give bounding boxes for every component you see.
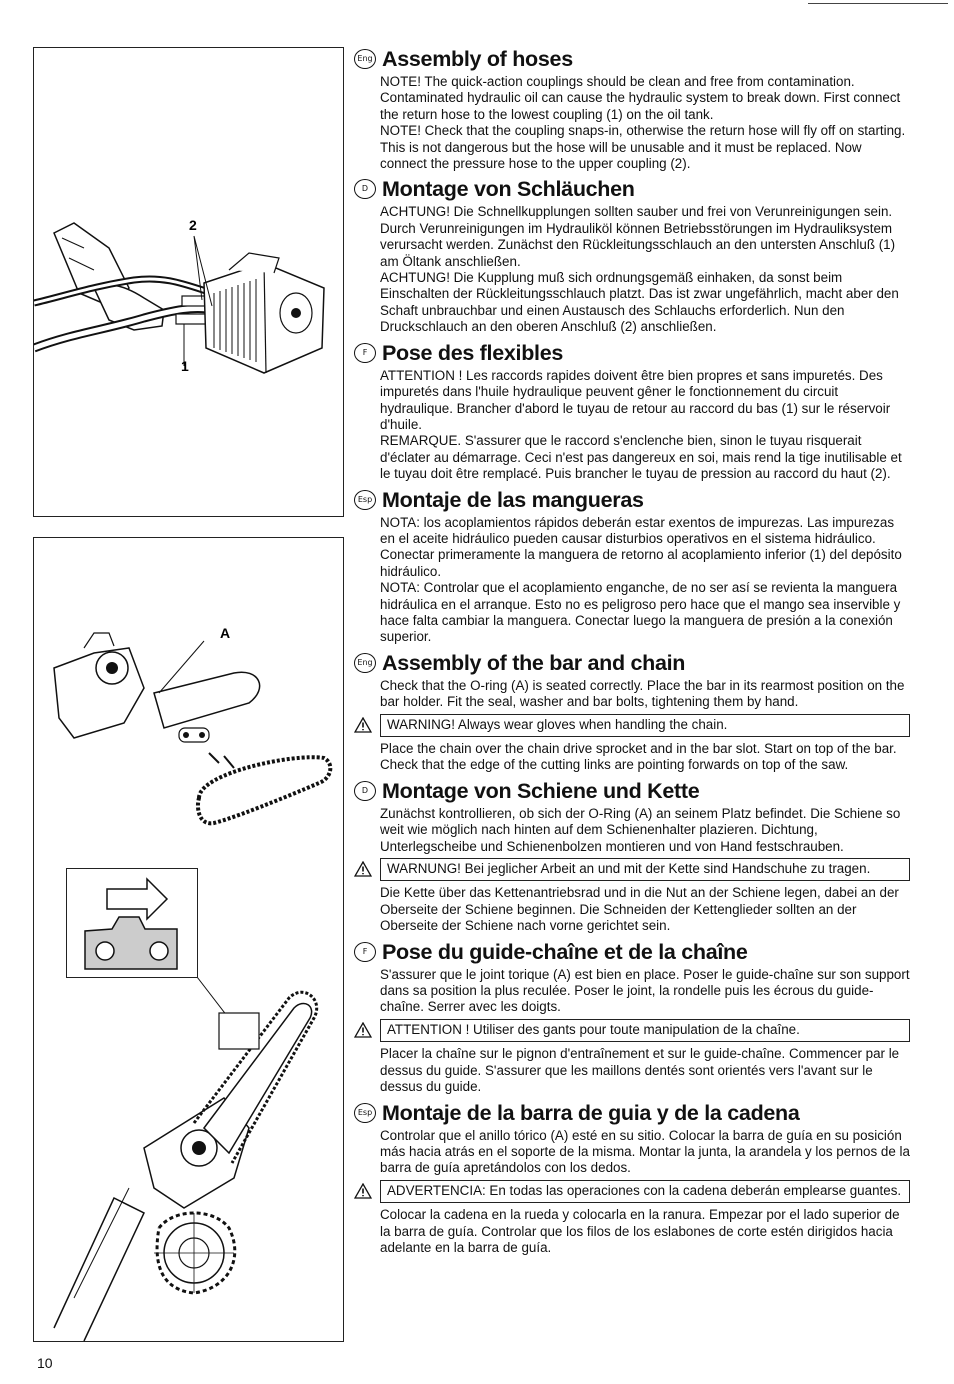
paragraph: NOTE! Check that the coupling snaps-in, otherwise the return hose will fly off on starting. This is not dangerous but the hose will be unusable and it must be replaced. Now connect the pressure hose to the upper coupling (2). <box>380 123 906 172</box>
warning-text: ADVERTENCIA: En todas las operaciones con la cadena deberán emplearse guantes. <box>380 1180 910 1203</box>
warning-notice <box>354 1180 910 1203</box>
instruction-section <box>354 1100 910 1261</box>
paragraph: Die Kette über das Kettenantriebsrad und in die Nut an der Schiene legen, dabei an der Oberseite der Schiene beginnen. Die Schneiden der Kettenglieder sollten an der Oberseite der Schiene nach vorne gerichtet sein. <box>380 885 899 934</box>
instruction-section <box>354 487 910 650</box>
section-body-continued <box>380 1046 910 1095</box>
language-icon: Eng <box>354 653 376 673</box>
hose-assembly-figure <box>33 47 344 517</box>
instruction-section <box>354 176 910 339</box>
section-body-continued <box>380 1207 910 1256</box>
section-heading <box>354 46 910 72</box>
instruction-section <box>354 650 910 778</box>
paragraph: Check that the O-ring (A) is seated correctly. Place the bar in its rearmost position on the bar holder. Fit the seal, washer and bar bolts, tightening them by hand. <box>380 677 905 710</box>
paragraph: Zunächst kontrollieren, ob sich der O-Ring (A) an seinem Platz befindet. Die Schiene so weit wie möglich nach hinten auf dem Schienenhalter plazieren. Dichtung, Unterlegscheibe und Schienenbolzen montieren und von Hand festschrauben. <box>380 805 901 854</box>
section-title: Montage von Schiene und Kette <box>382 778 700 803</box>
section-body <box>380 678 910 711</box>
section-title: Montaje de las mangueras <box>382 487 644 512</box>
section-body <box>380 1128 910 1177</box>
warning-notice <box>354 858 910 881</box>
paragraph: ATTENTION ! Les raccords rapides doivent être bien propres et sans impuretés. Des impuretés dans l'huile hydraulique peuvent gêner le fonctionnement du circuit hydraulique. Brancher d'abord le tuyau de retour au raccord du bas (1) sur le réservoir d'huile. <box>380 367 891 432</box>
paragraph: ACHTUNG! Die Kupplung muß sich ordnungsgemäß einhaken, da sonst beim Einschalten der Rückleitungsschlauch platzt. Das ist zwar ungefährlich, macht aber den Schaft unbrauchbar und einen Austausch des Schlauchs erforderlich. Nun den Druckschlauch an den oberen Anschluß (2) anschließen. <box>380 270 899 335</box>
section-heading <box>354 939 910 965</box>
section-title: Assembly of the bar and chain <box>382 650 686 675</box>
warning-triangle-icon <box>354 1022 372 1038</box>
section-body <box>380 204 910 335</box>
section-title: Pose des flexibles <box>382 340 564 365</box>
instruction-section <box>354 340 910 487</box>
section-body-continued <box>380 885 910 934</box>
cutting-link-drawing <box>67 869 195 975</box>
language-icon: D <box>354 179 376 199</box>
instruction-section <box>354 778 910 939</box>
warning-notice <box>354 1019 910 1042</box>
language-icon: F <box>354 343 376 363</box>
paragraph: Placer la chaîne sur le pignon d'entraînement et sur le guide-chaîne. Commencer par le dessus du guide. S'assurer que les maillons dentés sont orientés vers l'avant sur le dessus du guide. <box>380 1046 900 1095</box>
label-1: 1 <box>181 358 189 374</box>
language-icon: Eng <box>354 49 376 69</box>
warning-triangle-icon <box>354 717 372 733</box>
section-heading <box>354 487 910 513</box>
paragraph: Colocar la cadena en la rueda y colocarla en la ranura. Empezar por el lado superior de la barra de guía. Controlar que los filos de los eslabones de corte estén dirigidos hacia adelante en la barra de guía. <box>380 1207 900 1255</box>
bar-chain-figure <box>33 537 344 1342</box>
paragraph: Place the chain over the chain drive sprocket and in the bar slot. Start on top of the bar. Check that the edge of the cutting links are pointing forwards on top of the saw. <box>380 741 897 773</box>
section-body-continued <box>380 741 910 774</box>
language-icon: Esp <box>354 490 376 510</box>
section-body <box>380 368 910 483</box>
section-title: Assembly of hoses <box>382 47 573 71</box>
warning-triangle-icon <box>354 861 372 877</box>
paragraph: Controlar que el anillo tórico (A) esté en su sitio. Colocar la barra de guía en su posición más hacia atrás en el soporte de la misma. Montar la junta, la arandela y los pernos de la barra de guía apretándolos con los dedos. <box>380 1127 910 1176</box>
section-title: Pose du guide-chaîne et de la chaîne <box>382 939 748 964</box>
warning-notice <box>354 714 910 737</box>
top-rule <box>808 3 948 4</box>
paragraph: NOTE! The quick-action couplings should be clean and free from contamination. Contaminated hydraulic oil can cause the hydraulic system to break down. First connect the return hose to the lowest coupling (1) on the oil tank. <box>380 74 901 122</box>
paragraph: REMARQUE. S'assurer que le raccord s'enclenche bien, sinon le tuyau risquerait d'éclater au démarrage. Ceci n'est pas dangereux en soi, mais rend la tige inutilisable et le tuyau doit être remplacé. Puis brancher le tuyau de pression au raccord du haut (2). <box>380 433 902 482</box>
warning-text: WARNING! Always wear gloves when handling the chain. <box>380 714 910 737</box>
section-title: Montage von Schläuchen <box>382 177 635 202</box>
section-heading <box>354 778 910 804</box>
warning-text: ATTENTION ! Utiliser des gants pour toute manipulation de la chaîne. <box>380 1019 910 1042</box>
section-body <box>380 515 910 646</box>
label-2: 2 <box>189 217 197 233</box>
label-a: A <box>220 625 231 641</box>
instructions-column <box>354 46 910 1260</box>
hose-assembly-drawing <box>34 48 343 516</box>
section-heading <box>354 1100 910 1126</box>
warning-text: WARNUNG! Bei jeglicher Arbeit an und mit der Kette sind Handschuhe zu tragen. <box>380 858 910 881</box>
arrow-right-icon <box>107 879 167 919</box>
instruction-section <box>354 46 910 176</box>
paragraph: ACHTUNG! Die Schnellkupplungen sollten sauber und frei von Verunreinigungen sein. Durch Verunreinigungen im Hydrauliköl können Betriebsstörungen im Hydrauliksystem verursacht werden. Zunächst den Rückleitungsschlauch an den untersten Anschluß (1) am Öltank anschließen. <box>380 204 896 269</box>
cutting-link-inset <box>66 868 198 978</box>
section-body <box>380 967 910 1016</box>
section-heading <box>354 176 910 202</box>
paragraph: NOTA: los acoplamientos rápidos deberán estar exentos de impurezas. Las impurezas en el aceite hidráulico pueden causar disturbios operativos en el sistema hidráulico. Conectar primeramente la manguera de retorno al acoplamiento inferior (1) del depósito hidráulico. <box>380 514 902 579</box>
section-heading <box>354 650 910 676</box>
section-body <box>380 806 910 855</box>
section-body <box>380 74 910 172</box>
language-icon: F <box>354 942 376 962</box>
paragraph: NOTA: Controlar que el acoplamiento enganche, de no ser así se revienta la manguera hidráulica en el arranque. Esto no es peligroso pero hace que el mango sea inservible y hace falta cambiar la manguera. Conectar luego la manguera de presión a la conexión superior. <box>380 580 901 645</box>
language-icon: D <box>354 781 376 801</box>
section-heading <box>354 340 910 366</box>
page-number: 10 <box>37 1355 53 1371</box>
instruction-section <box>354 939 910 1100</box>
warning-triangle-icon <box>354 1183 372 1199</box>
language-icon: Esp <box>354 1103 376 1123</box>
section-title: Montaje de la barra de guia y de la cadena <box>382 1100 800 1125</box>
paragraph: S'assurer que le joint torique (A) est bien en place. Poser le guide-chaîne sur son support dans sa position la plus reculée. Poser le joint, la rondelle puis les écrous du guide-chaîne. Serrer avec les doigts. <box>380 966 910 1015</box>
